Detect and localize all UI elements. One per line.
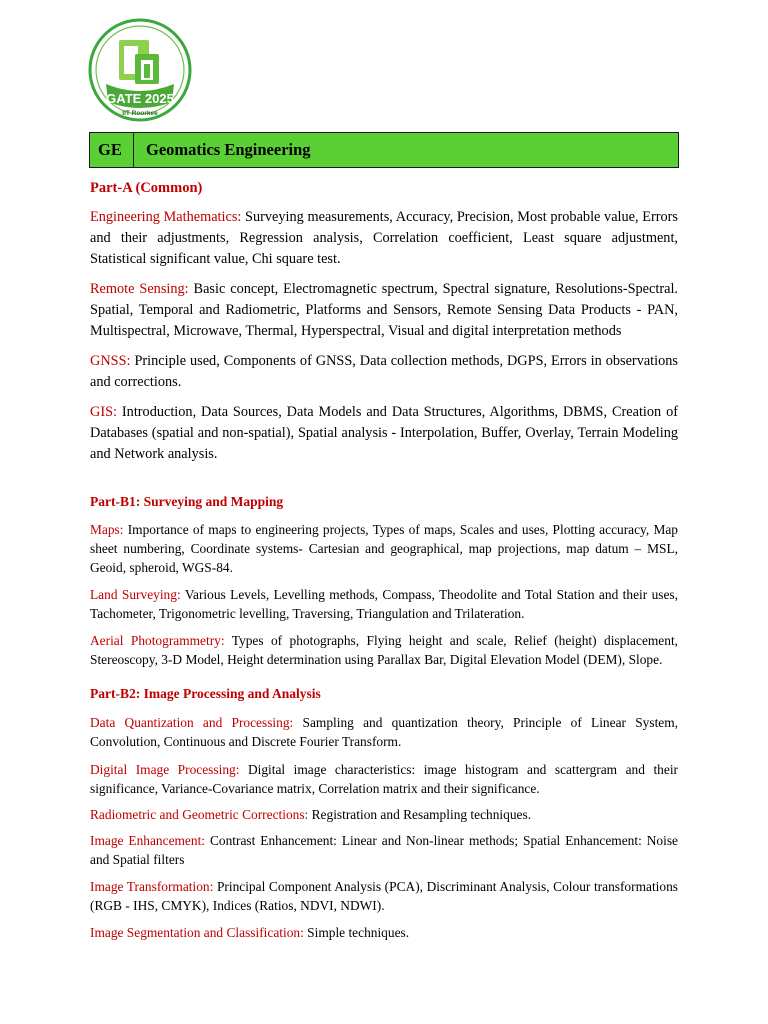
gate-2025-logo xyxy=(88,18,192,122)
topic-paragraph xyxy=(90,207,678,270)
topic-label: Maps: xyxy=(90,522,124,537)
topic-text: Types of photographs, Flying height and scale, Relief (height) displacement, Stereoscopy, 3-D Model, Height determination using Parallax Bar, Digital Elevation Model (DEM), Slope. xyxy=(90,633,679,667)
topic-text: Principal Component Analysis (PCA), Discriminant Analysis, Colour transformations (RGB - IHS, CMYK), Indices (Ratios, NDVI, NDWI). xyxy=(90,879,678,913)
topic-label: Aerial Photogrammetry: xyxy=(90,633,225,648)
topic-paragraph xyxy=(90,402,678,465)
topic-text: Introduction, Data Sources, Data Models and Data Structures, Algorithms, DBMS, Creation of Databases (spatial and non-spatial), Spatial analysis - Interpolation, Buffer, Overlay, Terrain Modeling and Network analysis. xyxy=(90,404,678,462)
topic-paragraph xyxy=(90,760,678,798)
topic-label: Remote Sensing: xyxy=(90,281,189,297)
topic-text: Contrast Enhancement: Linear and Non-linear methods; Spatial Enhancement: Noise and Spatial filters xyxy=(90,833,678,867)
topic-paragraph xyxy=(90,351,678,393)
part-a-title: Part-A (Common) xyxy=(90,180,203,196)
topic-label: Land Surveying: xyxy=(90,587,181,602)
topic-paragraph xyxy=(90,713,678,751)
part-b1-title: Part-B1: Surveying and Mapping xyxy=(90,494,284,509)
topic-paragraph xyxy=(90,805,678,824)
topic-label: GIS: xyxy=(90,404,118,420)
topic-text: Digital image characteristics: image histogram and scattergram and their significance, Variance-Covariance matrix, Correlation matrix and their significance. xyxy=(90,762,679,796)
topic-paragraph xyxy=(90,520,678,577)
syllabus-content xyxy=(90,178,678,942)
topic-paragraph xyxy=(90,585,678,623)
topic-text: Basic concept, Electromagnetic spectrum, Spectral signature, Resolutions-Spectral. Spatial, Temporal and Radiometric, Platforms and Sensors, Remote Sensing Data Products - PAN, Multispectral, Microwave, Thermal, Hyperspectral, Visual and digital interpretation methods xyxy=(90,281,678,339)
topic-text: Surveying measurements, Accuracy, Precision, Most probable value, Errors and their adjustments, Regression analysis, Correlation coefficient, Least square adjustment, Statistical significant value, Chi square test. xyxy=(90,209,678,267)
topic-paragraph xyxy=(90,877,678,915)
topic-label: Radiometric and Geometric Corrections: xyxy=(90,807,309,822)
topic-text: Importance of maps to engineering projects, Types of maps, Scales and uses, Plotting accuracy, Map sheet numbering, Coordinate systems- Cartesian and geographical, map projections, map datum – MSL, Geoid, spheroid, WGS-84. xyxy=(90,522,678,575)
topic-text: Sampling and quantization theory, Principle of Linear System, Convolution, Continuous and Discrete Fourier Transform. xyxy=(90,715,679,749)
svg-text:GATE 2025: GATE 2025 xyxy=(106,91,174,106)
part-a-section xyxy=(90,178,678,465)
topic-label: Data Quantization and Processing: xyxy=(90,715,294,730)
topic-text: Registration and Resampling techniques. xyxy=(308,807,532,822)
topic-label: Image Transformation: xyxy=(90,879,214,894)
topic-text: Various Levels, Levelling methods, Compass, Theodolite and Total Station and their uses, Tachometer, Trigonometric levelling, Traversing, Triangulation and Trilateration. xyxy=(90,587,678,621)
part-b2-title: Part-B2: Image Processing and Analysis xyxy=(90,686,321,701)
topic-paragraph xyxy=(90,831,678,869)
topic-label: GNSS: xyxy=(90,353,131,369)
subject-name: Geomatics Engineering xyxy=(146,140,311,159)
topic-text: Simple techniques. xyxy=(303,925,410,940)
part-b2-section xyxy=(90,685,678,942)
topic-paragraph xyxy=(90,923,678,942)
topic-text: Principle used, Components of GNSS, Data collection methods, DGPS, Errors in observations and corrections. xyxy=(90,353,678,390)
topic-paragraph xyxy=(90,631,678,669)
svg-text:IIT Roorkee: IIT Roorkee xyxy=(122,110,158,117)
topic-label: Image Enhancement: xyxy=(90,833,206,848)
topic-label: Engineering Mathematics: xyxy=(90,209,242,225)
topic-label: Digital Image Processing: xyxy=(90,762,240,777)
subject-header xyxy=(89,132,679,168)
subject-code: GE xyxy=(90,133,134,167)
part-b1-section xyxy=(90,493,678,669)
topic-label: Image Segmentation and Classification: xyxy=(90,925,304,940)
topic-paragraph xyxy=(90,279,678,342)
